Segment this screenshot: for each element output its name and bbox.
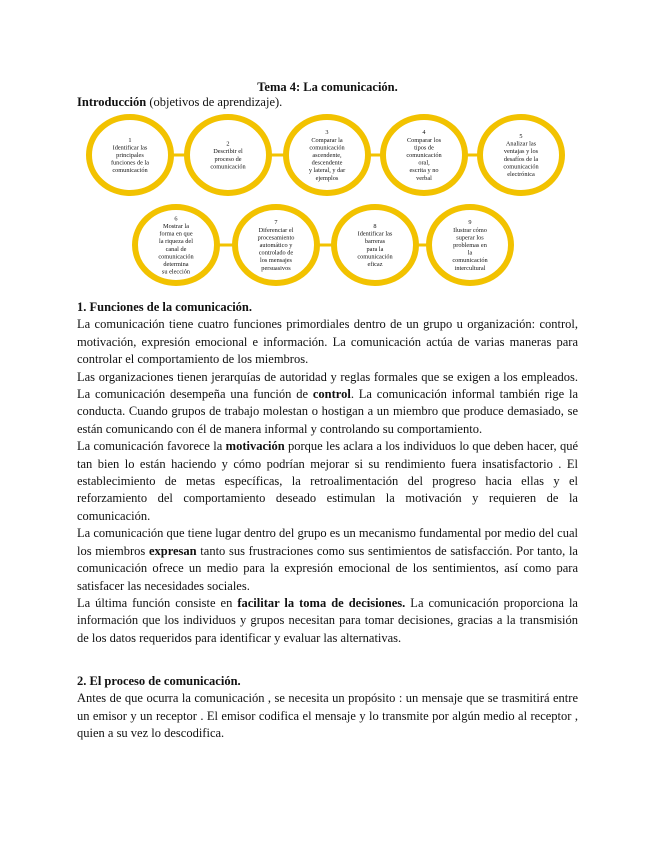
objective-text: Mostrar la [162, 223, 190, 230]
objective-text: eficaz [367, 261, 383, 268]
objective-node-2 [187, 117, 269, 193]
objective-text: ventajas y los [503, 148, 539, 156]
objective-text: la [467, 249, 473, 257]
objective-text: comunicación [357, 253, 393, 261]
objective-text: proceso de [214, 155, 242, 163]
objective-text: Comparar los [406, 136, 442, 144]
objective-text: comunicación [210, 163, 246, 171]
paragraph [77, 525, 578, 595]
objective-text: forma en que [159, 230, 193, 238]
objective-text: Diferenciar el [258, 226, 294, 234]
objective-text: descendente [311, 159, 343, 167]
objective-text: Comparar la [311, 136, 343, 144]
objective-node-9 [429, 207, 511, 283]
objective-text: oral, [418, 159, 430, 167]
section-proceso [77, 673, 578, 743]
objective-text: automático y [259, 242, 293, 249]
text-run: La comunicación favorece la [77, 439, 226, 454]
objective-text: Identificar las [357, 230, 393, 238]
objective-number: 1 [128, 136, 132, 144]
paragraph [77, 316, 578, 368]
paragraph [77, 369, 578, 439]
text-run: La última función consiste en [77, 595, 238, 610]
objective-text: electrónica [507, 171, 535, 178]
bold-term: facilitar la toma de decisiones. [237, 595, 406, 610]
text-run: La comunicación que tiene lugar dentro del grupo es un mecanismo fundamental por medio del cual los miembros [77, 526, 578, 558]
objective-text: Analizar las [505, 140, 537, 148]
paragraph [77, 438, 578, 525]
objective-text: comunicación [452, 257, 488, 265]
objective-text: principales [116, 152, 144, 159]
objective-number: 7 [274, 219, 278, 227]
section-heading: 1. Funciones de la comunicación. [77, 300, 253, 314]
bold-term: control [312, 387, 351, 402]
objective-text: su elección [161, 268, 191, 276]
objective-text: superar los [456, 234, 484, 242]
objective-text: la riqueza del [159, 238, 193, 246]
objective-node-8 [334, 207, 416, 283]
text-run: tanto sus frustraciones como sus sentimientos de satisfacción. Por tanto, la comunicación ofrece un medio para la expresión emocional de los sentimientos, así como para satisfacer las necesidades sociales. [77, 543, 578, 593]
objective-number: 2 [226, 140, 230, 148]
objective-number: 3 [325, 129, 329, 137]
objective-number: 8 [373, 223, 377, 230]
objective-text: determina [163, 261, 189, 268]
objective-node-6 [135, 207, 217, 283]
text-run: . La comunicación informal también rige la conducta. Cuando grupos de trabajo molestan o hostigan a un miembro que produce demasiado, se están comunicando con él de manera informal y controlando su comportamiento. [77, 387, 579, 436]
objective-node-4 [383, 117, 465, 193]
objective-text: para la [366, 245, 384, 253]
objective-text: tipos de [414, 144, 434, 152]
objective-text: procesamiento [257, 234, 295, 242]
section-funciones [77, 299, 578, 647]
paragraph [77, 690, 578, 742]
objective-number: 6 [174, 215, 178, 223]
objective-text: verbal [416, 174, 432, 182]
objective-number: 5 [519, 133, 523, 140]
objective-text: escrita y no [409, 167, 439, 175]
objective-text: Identificar las [112, 144, 148, 152]
objective-text: los mensajes [259, 257, 293, 265]
bold-term: motivación [225, 439, 285, 454]
objective-text: problemas en [453, 242, 487, 249]
paragraph [77, 595, 578, 647]
objective-text: y lateral, y dar [308, 167, 346, 175]
objective-text: desafíos de la [503, 155, 539, 163]
intro-bold: Introducción [77, 95, 147, 109]
bold-term: expresan [148, 543, 197, 558]
objective-text: controlado de [258, 249, 294, 257]
objective-text: comunicación [406, 152, 442, 159]
objective-node-5 [480, 117, 562, 193]
objective-number: 9 [468, 219, 472, 227]
text-run: porque les aclara a los individuos lo que deben hacer, qué tan bien lo están haciendo y cómo podrían mejorar si su rendimiento fuera insatisfactorio . El establecimiento de metas específicas, la retroalimentación del progreso hacia ellas y el reforzamiento del comportamiento deseado estimulan la motivación y requieren de la comunicación. [77, 439, 578, 523]
objectives-diagram [0, 0, 655, 300]
objective-text: comunicación [112, 167, 148, 175]
text-run: La comunicación tiene cuatro funciones primordiales dentro de un grupo u organización: control, motivación, expresión emocional e información. La comunicación actúa de varias maneras para controlar el comportamiento de los miembros. [77, 317, 578, 367]
objective-text: intercultural [454, 264, 486, 272]
text-run: Antes de que ocurra la comunicación , se necesita un propósito : un mensaje que se trasmitirá entre un emisor y un receptor . El emisor codifica el mensaje y lo transmite por algún medio al receptor , quien a su vez lo descodifica. [77, 691, 578, 741]
objective-text: Ilustrar cómo [453, 226, 487, 234]
objective-text: ejemplos [315, 174, 339, 182]
objective-text: Describir el [213, 148, 243, 156]
objective-text: canal de [165, 245, 187, 253]
objective-node-3 [286, 117, 368, 193]
objective-text: funciones de la [110, 159, 150, 167]
objective-number: 4 [422, 129, 426, 137]
objective-text: comunicación [158, 253, 194, 261]
intro-rest: (objetivos de aprendizaje). [146, 95, 283, 109]
objective-text: comunicación [503, 163, 539, 171]
section-heading: 2. El proceso de comunicación. [77, 674, 241, 688]
text-run: La comunicación proporciona la información que los individuos y grupos necesitan para tomar decisiones, gracias a la transmisión de los datos requeridos para identificar y evaluar las alternativas. [77, 595, 578, 645]
objective-text: ascendente, [312, 152, 342, 159]
objective-text: barreras [364, 238, 386, 246]
objective-node-7 [235, 207, 317, 283]
objective-node-1 [89, 117, 171, 193]
objective-text: persuasivos [261, 264, 291, 272]
objective-text: comunicación [309, 144, 345, 152]
text-run: Las organizaciones tienen jerarquías de autoridad y reglas formales que se exigen a los empleados. La comunicación desempeña una función de [77, 369, 578, 402]
page-title: Tema 4: La comunicación. [257, 80, 398, 94]
